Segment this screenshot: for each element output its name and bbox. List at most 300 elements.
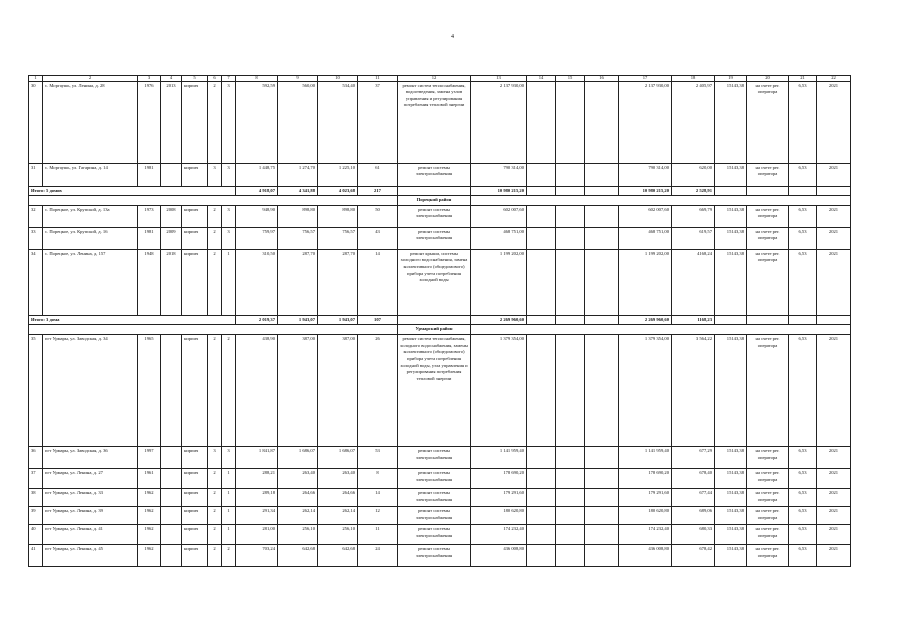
cell-owner-funds: 602 007,60 bbox=[619, 205, 672, 227]
empty-cell bbox=[398, 315, 471, 325]
cell-living-area: 560,00 bbox=[278, 81, 318, 163]
cell-work-type: ремонт систем теплоснабжения, холодного водоснабжения, замены коллективного (общедомового) прибора учета потребления холодной воды, узла управления и регулирования потребления тепловой энергии bbox=[398, 335, 471, 447]
cell-total-area: 281,00 bbox=[236, 525, 278, 545]
cell-cost-col16 bbox=[585, 163, 619, 186]
subtotal-area: 1 943,07 bbox=[318, 315, 358, 325]
region-name: Порецкий район bbox=[398, 196, 471, 206]
cell-entrances: 2 bbox=[222, 335, 236, 447]
cell-year-built: 1965 bbox=[138, 335, 161, 447]
cell-residents: 26 bbox=[358, 335, 398, 447]
cell-year-built: 1973 bbox=[138, 205, 161, 227]
cell-wall-material: кирпич bbox=[182, 525, 208, 545]
empty-cell bbox=[556, 315, 585, 325]
cell-year-reconstructed bbox=[161, 469, 182, 489]
empty-cell bbox=[789, 186, 817, 196]
cell-work-type: ремонт системы электроснабжения bbox=[398, 163, 471, 186]
column-number: 10 bbox=[318, 76, 358, 82]
subtotal-area: 1 943,07 bbox=[278, 315, 318, 325]
empty-cell bbox=[715, 315, 747, 325]
cell-work-type: ремонт крыши, системы холодного водоснабжения, замена коллективного (общедомового) прибора учета потребления холодной воды bbox=[398, 249, 471, 315]
cell-contribution-rate: 6,53 bbox=[789, 447, 817, 469]
cell-cost-col14 bbox=[527, 81, 556, 163]
cell-address: пгт Урмары, ул. Заводская, д. 34 bbox=[43, 335, 138, 447]
column-number: 17 bbox=[619, 76, 672, 82]
cell-fund-account: на счете рег. оператора bbox=[747, 525, 789, 545]
cell-unit-cost: 677,44 bbox=[672, 489, 715, 507]
empty-cell bbox=[747, 315, 789, 325]
cell-max-unit-cost: 15143,38 bbox=[715, 335, 747, 447]
column-number: 11 bbox=[358, 76, 398, 82]
cell-address: с. Моргаушь, ул. Гагарина, д. 14 bbox=[43, 163, 138, 186]
cell-owner-funds: 1 199 202,00 bbox=[619, 249, 672, 315]
cell-unit-cost: 677,29 bbox=[672, 447, 715, 469]
subtotal-owner-funds: 10 980 215,20 bbox=[619, 186, 672, 196]
cell-owned-area: 264,66 bbox=[318, 489, 358, 507]
empty-cell bbox=[789, 315, 817, 325]
cell-address: пгт Урмары, ул. Ленина, д. 45 bbox=[43, 545, 138, 567]
cell-cost-col14 bbox=[527, 163, 556, 186]
cell-unit-cost: 678,40 bbox=[672, 469, 715, 489]
cell-wall-material: кирпич bbox=[182, 335, 208, 447]
column-number: 7 bbox=[222, 76, 236, 82]
cell-owner-funds: 1 379 354,00 bbox=[619, 335, 672, 447]
empty-cell bbox=[715, 186, 747, 196]
column-number: 21 bbox=[789, 76, 817, 82]
cell-cost-col16 bbox=[585, 205, 619, 227]
cell-contribution-rate: 6,53 bbox=[789, 489, 817, 507]
cell-fund-account: на счете рег. оператора bbox=[747, 249, 789, 315]
cell-planned-year: 2021 bbox=[817, 227, 851, 249]
cell-cost-col15 bbox=[556, 249, 585, 315]
cell-owned-area: 1 686,07 bbox=[318, 447, 358, 469]
column-number: 1 bbox=[29, 76, 43, 82]
cell-total-cost: 468 751,00 bbox=[471, 227, 527, 249]
column-number: 3 bbox=[138, 76, 161, 82]
cell-fund-account: на счете рег. оператора bbox=[747, 335, 789, 447]
cell-residents: 61 bbox=[358, 163, 398, 186]
cell-work-type: ремонт системы электроснабжения bbox=[398, 227, 471, 249]
cell-unit-cost: 689,06 bbox=[672, 507, 715, 525]
cell-floors: 3 bbox=[208, 447, 222, 469]
column-number: 6 bbox=[208, 76, 222, 82]
cell-wall-material: кирпич bbox=[182, 163, 208, 186]
cell-total-cost: 178 690,20 bbox=[471, 469, 527, 489]
cell-max-unit-cost: 15143,38 bbox=[715, 545, 747, 567]
cell-unit-cost: 678,42 bbox=[672, 545, 715, 567]
table-row bbox=[29, 163, 851, 186]
cell-fund-account: на счете рег. оператора bbox=[747, 205, 789, 227]
cell-floors: 2 bbox=[208, 489, 222, 507]
empty-cell bbox=[29, 196, 398, 206]
cell-owner-funds: 174 232,40 bbox=[619, 525, 672, 545]
cell-address: с. Порецкое, ул. Крупской, д. 13а bbox=[43, 205, 138, 227]
cell-work-type: ремонт системы электроснабжения bbox=[398, 205, 471, 227]
cell-address: с. Моргаушь, ул. Ленина, д. 28 bbox=[43, 81, 138, 163]
cell-max-unit-cost: 15143,38 bbox=[715, 525, 747, 545]
cell-fund-account: на счете рег. оператора bbox=[747, 227, 789, 249]
column-number: 8 bbox=[236, 76, 278, 82]
cell-residents: 11 bbox=[358, 525, 398, 545]
cell-total-cost: 174 232,40 bbox=[471, 525, 527, 545]
page-number: 4 bbox=[451, 34, 454, 40]
cell-wall-material: кирпич bbox=[182, 227, 208, 249]
cell-cost-col15 bbox=[556, 447, 585, 469]
cell-entrances: 2 bbox=[222, 545, 236, 567]
cell-residents: 37 bbox=[358, 81, 398, 163]
cell-total-area: 438,90 bbox=[236, 335, 278, 447]
table-row bbox=[29, 489, 851, 507]
cell-owner-funds: 468 751,00 bbox=[619, 227, 672, 249]
cell-floors: 2 bbox=[208, 507, 222, 525]
cell-row-number: 36 bbox=[29, 447, 43, 469]
cell-row-number: 41 bbox=[29, 545, 43, 567]
cell-cost-col16 bbox=[585, 545, 619, 567]
cell-total-cost: 790 314,00 bbox=[471, 163, 527, 186]
region-header-row bbox=[29, 325, 851, 335]
table-row bbox=[29, 81, 851, 163]
cell-entrances: 3 bbox=[222, 163, 236, 186]
cell-row-number: 37 bbox=[29, 469, 43, 489]
cell-cost-col15 bbox=[556, 469, 585, 489]
subtotal-area: 4 023,68 bbox=[318, 186, 358, 196]
subtotal-area: 4 918,07 bbox=[236, 186, 278, 196]
cell-owner-funds: 1 141 959,40 bbox=[619, 447, 672, 469]
column-number: 2 bbox=[43, 76, 138, 82]
cell-row-number: 33 bbox=[29, 227, 43, 249]
cell-fund-account: на счете рег. оператора bbox=[747, 489, 789, 507]
cell-total-cost: 436 008,80 bbox=[471, 545, 527, 567]
cell-contribution-rate: 6,53 bbox=[789, 249, 817, 315]
cell-residents: 14 bbox=[358, 249, 398, 315]
cell-max-unit-cost: 15143,38 bbox=[715, 163, 747, 186]
cell-total-cost: 1 379 354,00 bbox=[471, 335, 527, 447]
cell-max-unit-cost: 15143,38 bbox=[715, 205, 747, 227]
cell-work-type: ремонт системы электроснабжения bbox=[398, 447, 471, 469]
subtotal-area: 2 019,37 bbox=[236, 315, 278, 325]
cell-owned-area: 387,00 bbox=[318, 335, 358, 447]
cell-cost-col16 bbox=[585, 227, 619, 249]
cell-unit-cost: 669,79 bbox=[672, 205, 715, 227]
cell-wall-material: кирпич bbox=[182, 81, 208, 163]
cell-owned-area: 287,70 bbox=[318, 249, 358, 315]
cell-cost-col16 bbox=[585, 335, 619, 447]
cell-year-reconstructed bbox=[161, 447, 182, 469]
table-row bbox=[29, 525, 851, 545]
empty-cell bbox=[556, 186, 585, 196]
cell-living-area: 1 686,07 bbox=[278, 447, 318, 469]
cell-owned-area: 898,80 bbox=[318, 205, 358, 227]
cell-floors: 2 bbox=[208, 335, 222, 447]
cell-entrances: 3 bbox=[222, 227, 236, 249]
cell-work-type: ремонт системы электроснабжения bbox=[398, 469, 471, 489]
table-row bbox=[29, 205, 851, 227]
cell-year-reconstructed: 2008 bbox=[161, 205, 182, 227]
cell-fund-account: на счете рег. оператора bbox=[747, 163, 789, 186]
cell-max-unit-cost: 15143,38 bbox=[715, 249, 747, 315]
cell-year-built: 1962 bbox=[138, 545, 161, 567]
cell-unit-cost: 620,00 bbox=[672, 163, 715, 186]
cell-cost-col15 bbox=[556, 227, 585, 249]
cell-contribution-rate: 6,53 bbox=[789, 335, 817, 447]
cell-work-type: ремонт системы электроснабжения bbox=[398, 545, 471, 567]
cell-owner-funds: 180 620,80 bbox=[619, 507, 672, 525]
cell-total-area: 759,97 bbox=[236, 227, 278, 249]
cell-cost-col14 bbox=[527, 227, 556, 249]
cell-total-cost: 179 291,60 bbox=[471, 489, 527, 507]
column-number: 20 bbox=[747, 76, 789, 82]
cell-work-type: ремонт систем теплоснабжения, водоотведения, замена узлов управления и регулирования потребления тепловой энергии bbox=[398, 81, 471, 163]
subtotal-unit-cost: 2 528,91 bbox=[672, 186, 715, 196]
cell-floors: 2 bbox=[208, 227, 222, 249]
empty-cell bbox=[747, 186, 789, 196]
cell-residents: 24 bbox=[358, 545, 398, 567]
cell-entrances: 3 bbox=[222, 205, 236, 227]
cell-cost-col14 bbox=[527, 335, 556, 447]
column-number: 5 bbox=[182, 76, 208, 82]
cell-unit-cost: 4168,24 bbox=[672, 249, 715, 315]
cell-row-number: 34 bbox=[29, 249, 43, 315]
cell-address: пгт Урмары, ул. Ленина, д. 27 bbox=[43, 469, 138, 489]
cell-year-reconstructed bbox=[161, 545, 182, 567]
empty-cell bbox=[527, 186, 556, 196]
cell-residents: 8 bbox=[358, 469, 398, 489]
cell-row-number: 39 bbox=[29, 507, 43, 525]
cell-living-area: 898,80 bbox=[278, 205, 318, 227]
cell-cost-col15 bbox=[556, 335, 585, 447]
cell-planned-year: 2021 bbox=[817, 81, 851, 163]
cell-residents: 53 bbox=[358, 447, 398, 469]
cell-owned-area: 263,40 bbox=[318, 469, 358, 489]
cell-year-built: 1962 bbox=[138, 525, 161, 545]
cell-owned-area: 756,57 bbox=[318, 227, 358, 249]
cell-wall-material: кирпич bbox=[182, 205, 208, 227]
cell-cost-col14 bbox=[527, 447, 556, 469]
cell-owned-area: 262,14 bbox=[318, 507, 358, 525]
empty-cell bbox=[398, 186, 471, 196]
cell-planned-year: 2021 bbox=[817, 545, 851, 567]
cell-contribution-rate: 6,53 bbox=[789, 81, 817, 163]
empty-cell bbox=[585, 315, 619, 325]
cell-planned-year: 2021 bbox=[817, 205, 851, 227]
empty-cell bbox=[585, 186, 619, 196]
column-number: 16 bbox=[585, 76, 619, 82]
cell-row-number: 31 bbox=[29, 163, 43, 186]
region-name: Урмарский район bbox=[398, 325, 471, 335]
cell-total-cost: 602 007,60 bbox=[471, 205, 527, 227]
cell-entrances: 1 bbox=[222, 525, 236, 545]
cell-contribution-rate: 6,53 bbox=[789, 469, 817, 489]
cell-total-area: 592,59 bbox=[236, 81, 278, 163]
cell-contribution-rate: 6,53 bbox=[789, 227, 817, 249]
cell-cost-col15 bbox=[556, 545, 585, 567]
cell-year-built: 1981 bbox=[138, 227, 161, 249]
subtotal-label: Итого: 3 дома bbox=[29, 315, 236, 325]
cell-year-built: 1981 bbox=[138, 163, 161, 186]
subtotal-label: Итого: 5 домов bbox=[29, 186, 236, 196]
cell-fund-account: на счете рег. оператора bbox=[747, 507, 789, 525]
cell-entrances: 1 bbox=[222, 249, 236, 315]
cell-entrances: 1 bbox=[222, 469, 236, 489]
cell-owned-area: 1 225,10 bbox=[318, 163, 358, 186]
cell-owned-area: 534,40 bbox=[318, 81, 358, 163]
cell-planned-year: 2021 bbox=[817, 163, 851, 186]
cell-floors: 2 bbox=[208, 545, 222, 567]
empty-cell bbox=[29, 325, 398, 335]
cell-year-reconstructed bbox=[161, 335, 182, 447]
cell-row-number: 35 bbox=[29, 335, 43, 447]
cell-max-unit-cost: 15143,38 bbox=[715, 507, 747, 525]
cell-owner-funds: 179 291,60 bbox=[619, 489, 672, 507]
empty-cell bbox=[471, 196, 851, 206]
cell-year-reconstructed bbox=[161, 507, 182, 525]
table-row bbox=[29, 545, 851, 567]
cell-contribution-rate: 6,53 bbox=[789, 545, 817, 567]
cell-year-built: 1962 bbox=[138, 507, 161, 525]
table-row bbox=[29, 469, 851, 489]
column-number: 19 bbox=[715, 76, 747, 82]
table-row bbox=[29, 507, 851, 525]
cell-total-area: 1 841,87 bbox=[236, 447, 278, 469]
cell-residents: 12 bbox=[358, 507, 398, 525]
cell-entrances: 1 bbox=[222, 489, 236, 507]
subtotal-row bbox=[29, 186, 851, 196]
subtotal-area: 4 341,88 bbox=[278, 186, 318, 196]
cell-year-reconstructed bbox=[161, 525, 182, 545]
cell-fund-account: на счете рег. оператора bbox=[747, 81, 789, 163]
cell-floors: 2 bbox=[208, 205, 222, 227]
cell-address: с. Порецкое, ул. Крупской, д. 16 bbox=[43, 227, 138, 249]
region-header-row bbox=[29, 196, 851, 206]
cell-max-unit-cost: 15143,38 bbox=[715, 489, 747, 507]
cell-total-area: 310,50 bbox=[236, 249, 278, 315]
cell-cost-col15 bbox=[556, 489, 585, 507]
subtotal-residents: 107 bbox=[358, 315, 398, 325]
cell-living-area: 262,14 bbox=[278, 507, 318, 525]
cell-year-reconstructed: 2009 bbox=[161, 227, 182, 249]
cell-owner-funds: 2 137 930,00 bbox=[619, 81, 672, 163]
cell-planned-year: 2021 bbox=[817, 525, 851, 545]
cell-max-unit-cost: 15143,38 bbox=[715, 81, 747, 163]
cell-living-area: 642,68 bbox=[278, 545, 318, 567]
cell-contribution-rate: 6,53 bbox=[789, 507, 817, 525]
cell-cost-col14 bbox=[527, 489, 556, 507]
cell-wall-material: кирпич bbox=[182, 489, 208, 507]
cell-row-number: 38 bbox=[29, 489, 43, 507]
subtotal-cost: 2 269 960,60 bbox=[471, 315, 527, 325]
cell-year-built: 1948 bbox=[138, 249, 161, 315]
cell-fund-account: на счете рег. оператора bbox=[747, 447, 789, 469]
cell-cost-col16 bbox=[585, 525, 619, 545]
cell-year-built: 1976 bbox=[138, 81, 161, 163]
cell-planned-year: 2021 bbox=[817, 489, 851, 507]
cell-wall-material: кирпич bbox=[182, 545, 208, 567]
cell-address: пгт Урмары, ул. Ленина, д. 33 bbox=[43, 489, 138, 507]
cell-total-cost: 2 137 930,00 bbox=[471, 81, 527, 163]
cell-living-area: 264,66 bbox=[278, 489, 318, 507]
cell-cost-col15 bbox=[556, 525, 585, 545]
cell-fund-account: на счете рег. оператора bbox=[747, 469, 789, 489]
cell-year-reconstructed bbox=[161, 489, 182, 507]
cell-floors: 2 bbox=[208, 469, 222, 489]
cell-living-area: 756,57 bbox=[278, 227, 318, 249]
cell-cost-col16 bbox=[585, 447, 619, 469]
cell-total-cost: 1 141 959,40 bbox=[471, 447, 527, 469]
cell-address: пгт Урмары, ул. Ленина, д. 39 bbox=[43, 507, 138, 525]
cell-max-unit-cost: 15143,38 bbox=[715, 227, 747, 249]
cell-entrances: 3 bbox=[222, 81, 236, 163]
cell-contribution-rate: 6,53 bbox=[789, 525, 817, 545]
cell-owner-funds: 178 690,20 bbox=[619, 469, 672, 489]
cell-cost-col16 bbox=[585, 249, 619, 315]
cell-living-area: 1 274,70 bbox=[278, 163, 318, 186]
cell-cost-col15 bbox=[556, 163, 585, 186]
cell-year-built: 1962 bbox=[138, 489, 161, 507]
cell-planned-year: 2021 bbox=[817, 249, 851, 315]
column-number: 15 bbox=[556, 76, 585, 82]
cell-planned-year: 2021 bbox=[817, 469, 851, 489]
table-row bbox=[29, 249, 851, 315]
cell-planned-year: 2021 bbox=[817, 335, 851, 447]
cell-owned-area: 256,10 bbox=[318, 525, 358, 545]
column-number: 12 bbox=[398, 76, 471, 82]
cell-wall-material: кирпич bbox=[182, 507, 208, 525]
cell-year-reconstructed bbox=[161, 163, 182, 186]
cell-owned-area: 642,68 bbox=[318, 545, 358, 567]
cell-contribution-rate: 6,53 bbox=[789, 163, 817, 186]
column-number: 14 bbox=[527, 76, 556, 82]
cell-total-area: 288,21 bbox=[236, 469, 278, 489]
column-number: 22 bbox=[817, 76, 851, 82]
cell-address: пгт Урмары, ул. Заводская, д. 36 bbox=[43, 447, 138, 469]
column-number: 18 bbox=[672, 76, 715, 82]
cell-max-unit-cost: 15143,38 bbox=[715, 469, 747, 489]
cell-floors: 2 bbox=[208, 81, 222, 163]
cell-planned-year: 2021 bbox=[817, 447, 851, 469]
cell-unit-cost: 3 564,22 bbox=[672, 335, 715, 447]
empty-cell bbox=[527, 315, 556, 325]
cell-wall-material: кирпич bbox=[182, 447, 208, 469]
cell-residents: 43 bbox=[358, 227, 398, 249]
cell-work-type: ремонт системы электроснабжения bbox=[398, 507, 471, 525]
cell-living-area: 256,10 bbox=[278, 525, 318, 545]
cell-max-unit-cost: 15143,38 bbox=[715, 447, 747, 469]
cell-total-cost: 180 620,80 bbox=[471, 507, 527, 525]
subtotal-residents: 217 bbox=[358, 186, 398, 196]
cell-living-area: 287,70 bbox=[278, 249, 318, 315]
cell-year-built: 1997 bbox=[138, 447, 161, 469]
table-row bbox=[29, 335, 851, 447]
empty-cell bbox=[471, 325, 851, 335]
column-number: 9 bbox=[278, 76, 318, 82]
cell-residents: 50 bbox=[358, 205, 398, 227]
subtotal-owner-funds: 2 269 960,60 bbox=[619, 315, 672, 325]
cell-row-number: 30 bbox=[29, 81, 43, 163]
cell-entrances: 1 bbox=[222, 507, 236, 525]
empty-cell bbox=[817, 186, 851, 196]
cell-row-number: 40 bbox=[29, 525, 43, 545]
cell-cost-col15 bbox=[556, 205, 585, 227]
cell-address: с. Порецкое, ул. Ленина, д. 157 bbox=[43, 249, 138, 315]
cell-unit-cost: 2 405,97 bbox=[672, 81, 715, 163]
cell-total-area: 703,24 bbox=[236, 545, 278, 567]
cell-cost-col14 bbox=[527, 249, 556, 315]
column-number: 4 bbox=[161, 76, 182, 82]
cell-total-area: 291,34 bbox=[236, 507, 278, 525]
cell-cost-col14 bbox=[527, 545, 556, 567]
cell-floors: 3 bbox=[208, 163, 222, 186]
cell-total-area: 1 448,75 bbox=[236, 163, 278, 186]
cell-cost-col14 bbox=[527, 205, 556, 227]
